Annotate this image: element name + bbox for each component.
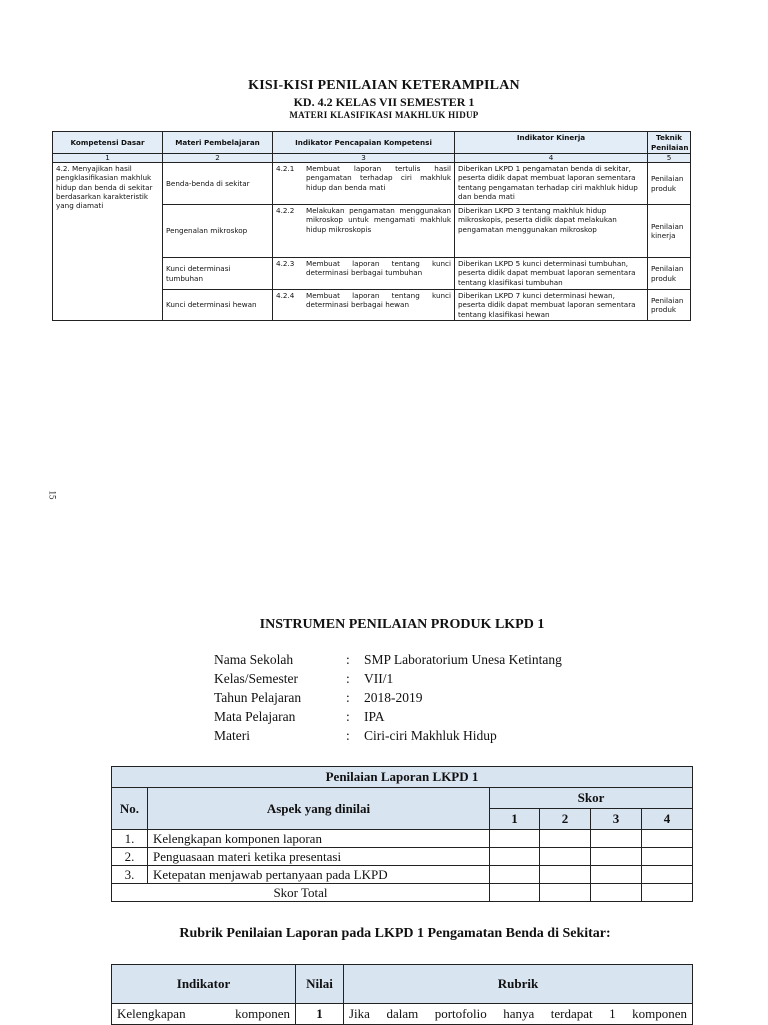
rubrik-indikator: Kelengkapan komponen: [112, 1004, 296, 1025]
kisi-title: KISI-KISI PENILAIAN KETERAMPILAN: [248, 78, 520, 93]
kompetensi-dasar-cell: 4.2. Menyajikan hasil pengklasifikasian makhluk hidup dan benda di sekitar berdasarkan karakteristik yang diamati: [53, 163, 163, 321]
info-separator: :: [346, 690, 350, 705]
materi-cell: Kunci determinasi hewan: [163, 290, 273, 321]
info-value: VII/1: [364, 671, 394, 686]
kisi-materi: MATERI KLASIFIKASI MAKHLUK HIDUP: [289, 110, 479, 120]
rubrik-table: [111, 964, 693, 1025]
skor-cell[interactable]: [490, 866, 540, 884]
info-label: Nama Sekolah: [214, 652, 294, 667]
rubrik-text: Jika dalam portofolio hanya terdapat 1 komponen: [344, 1004, 693, 1025]
col-aspek-header: Aspek yang dinilai: [148, 788, 490, 830]
skor-level: 4: [642, 809, 693, 830]
info-separator: :: [346, 652, 350, 667]
skor-cell[interactable]: [642, 866, 693, 884]
penilaian-table: [111, 766, 693, 902]
indikator-text: Membuat laporan tertulis hasil pengamatan terhadap ciri makhluk hidup dan benda mati: [306, 164, 451, 192]
table-row: [112, 830, 693, 848]
col-skor-header: Skor: [490, 788, 693, 809]
kinerja-cell: Diberikan LKPD 5 kunci determinasi tumbuhan, peserta didik dapat membuat laporan sementara tentang klasifikasi tumbuhan: [455, 258, 648, 290]
kinerja-cell: Diberikan LKPD 7 kunci determinasi hewan, peserta didik dapat membuat laporan sementara tentang klasifikasi hewan: [455, 290, 648, 321]
rubrik-header: Nilai: [296, 965, 344, 1004]
info-label: Mata Pelajaran: [214, 709, 296, 724]
row-number: 3.: [112, 866, 148, 884]
rubrik-header-row: [112, 965, 693, 1004]
kisi-col-number: 1: [53, 154, 163, 163]
rubrik-header: Rubrik: [344, 965, 693, 1004]
indikator-code: 4.2.3: [276, 259, 295, 268]
rubrik-title: Rubrik Penilaian Laporan pada LKPD 1 Pengamatan Benda di Sekitar:: [179, 926, 611, 941]
kisi-col-number: 4: [455, 154, 648, 163]
info-row: [214, 690, 562, 709]
kisi-header: Kompetensi Dasar: [53, 132, 163, 154]
info-label: Materi: [214, 728, 250, 743]
kisi-number-row: [53, 154, 691, 163]
skor-cell[interactable]: [490, 848, 540, 866]
skor-cell[interactable]: [591, 830, 642, 848]
kisi-row: [53, 163, 691, 205]
info-separator: :: [346, 709, 350, 724]
teknik-cell: Penilaian produk: [648, 163, 691, 205]
skor-total-cell[interactable]: [642, 884, 693, 902]
info-row: [214, 652, 562, 671]
kinerja-cell: Diberikan LKPD 3 tentang makhluk hidup mikroskopis, peserta didik dapat melakukan pengamatan menggunakan mikroskop: [455, 205, 648, 258]
kisi-col-number: 5: [648, 154, 691, 163]
skor-total-cell[interactable]: [490, 884, 540, 902]
penilaian-title: Penilaian Laporan LKPD 1: [112, 767, 693, 788]
kisi-col-number: 3: [273, 154, 455, 163]
skor-cell[interactable]: [642, 848, 693, 866]
indikator-text: Membuat laporan tentang kunci determinasi berbagai tumbuhan: [306, 259, 451, 278]
info-label: Tahun Pelajaran: [214, 690, 302, 705]
col-no-header: No.: [112, 788, 148, 830]
teknik-cell: Penilaian kinerja: [648, 205, 691, 258]
skor-cell[interactable]: [591, 866, 642, 884]
row-number: 1.: [112, 830, 148, 848]
info-row: [214, 671, 562, 690]
indikator-cell: [273, 205, 455, 258]
indikator-code: 4.2.1: [276, 164, 295, 173]
info-value: SMP Laboratorium Unesa Ketintang: [364, 652, 562, 667]
skor-total-label: Skor Total: [112, 884, 490, 902]
school-info: [214, 652, 562, 747]
materi-cell: Kunci determinasi tumbuhan: [163, 258, 273, 290]
kisi-header: Materi Pembelajaran: [163, 132, 273, 154]
table-row: [112, 848, 693, 866]
rubrik-nilai: 1: [296, 1004, 344, 1025]
instrumen-title: INSTRUMEN PENILAIAN PRODUK LKPD 1: [259, 617, 545, 632]
rubrik-header: Indikator: [112, 965, 296, 1004]
skor-level: 3: [591, 809, 642, 830]
skor-level: 2: [540, 809, 591, 830]
skor-cell[interactable]: [540, 848, 591, 866]
teknik-cell: Penilaian produk: [648, 290, 691, 321]
info-row: [214, 728, 562, 747]
skor-total-cell[interactable]: [591, 884, 642, 902]
teknik-cell: Penilaian produk: [648, 258, 691, 290]
indikator-code: 4.2.4: [276, 291, 295, 300]
skor-cell[interactable]: [642, 830, 693, 848]
rubrik-row: [112, 1004, 693, 1025]
penilaian-header-row: [112, 788, 693, 809]
skor-total-cell[interactable]: [540, 884, 591, 902]
row-aspek: Penguasaan materi ketika presentasi: [148, 848, 490, 866]
indikator-code: 4.2.2: [276, 206, 295, 215]
page-number: 15: [47, 490, 58, 500]
skor-cell[interactable]: [540, 830, 591, 848]
skor-cell[interactable]: [591, 848, 642, 866]
kinerja-cell: Diberikan LKPD 1 pengamatan benda di sekitar, peserta didik dapat membuat laporan sementara tentang pengamatan terhadap ciri makhluk hidup dan benda mati: [455, 163, 648, 205]
row-number: 2.: [112, 848, 148, 866]
materi-cell: Pengenalan mikroskop: [163, 205, 273, 258]
total-row: [112, 884, 693, 902]
info-row: [214, 709, 562, 728]
row-aspek: Kelengkapan komponen laporan: [148, 830, 490, 848]
kisi-col-number: 2: [163, 154, 273, 163]
penilaian-title-row: [112, 767, 693, 788]
info-value: IPA: [364, 709, 385, 724]
info-separator: :: [346, 671, 350, 686]
indikator-text: Melakukan pengamatan menggunakan mikroskop untuk mengamati makhluk hidup mikroskopis: [306, 206, 451, 234]
kisi-header: Indikator Kinerja: [455, 132, 648, 154]
info-label: Kelas/Semester: [214, 671, 298, 686]
indikator-cell: [273, 290, 455, 321]
kisi-header: Indikator Pencapaian Kompetensi: [273, 132, 455, 154]
indikator-text: Membuat laporan tentang kunci determinasi berbagai hewan: [306, 291, 451, 310]
info-value: 2018-2019: [364, 690, 423, 705]
skor-cell[interactable]: [540, 866, 591, 884]
indikator-cell: [273, 258, 455, 290]
skor-level: 1: [490, 809, 540, 830]
row-aspek: Ketepatan menjawab pertanyaan pada LKPD: [148, 866, 490, 884]
info-value: Ciri-ciri Makhluk Hidup: [364, 728, 497, 743]
kisi-header: Teknik Penilaian: [648, 132, 691, 154]
info-separator: :: [346, 728, 350, 743]
table-row: [112, 866, 693, 884]
skor-cell[interactable]: [490, 830, 540, 848]
materi-cell: Benda-benda di sekitar: [163, 163, 273, 205]
kisi-header-row: [53, 132, 691, 154]
kisi-subtitle: KD. 4.2 KELAS VII SEMESTER 1: [293, 95, 475, 109]
kisi-table: [52, 131, 691, 321]
indikator-cell: [273, 163, 455, 205]
